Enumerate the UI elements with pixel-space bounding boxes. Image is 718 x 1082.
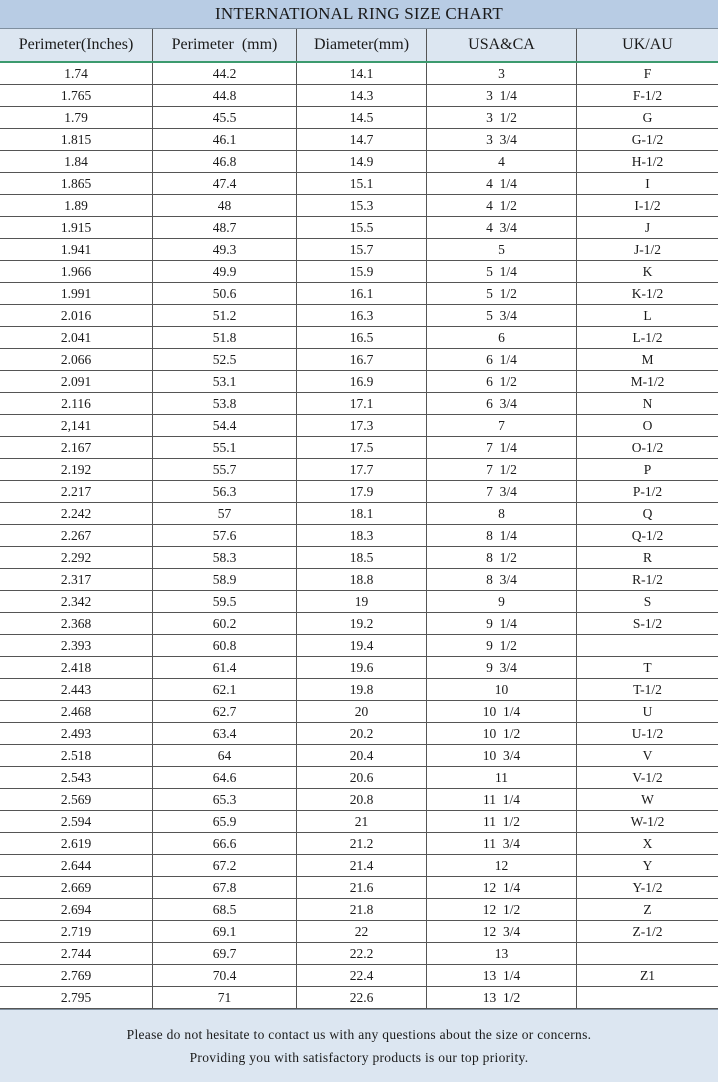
header-diameter-mm: Diameter(mm) [297, 29, 427, 61]
cell-perimeter-inches: 1.84 [0, 151, 153, 172]
cell-diameter-mm: 14.1 [297, 63, 427, 84]
cell-uk-au: Q [642, 506, 653, 521]
cell-diameter-mm: 14.3 [297, 85, 427, 106]
cell-perimeter-inches: 2.267 [0, 525, 153, 546]
cell-perimeter-inches: 1.79 [0, 107, 153, 128]
cell-perimeter-mm: 55.7 [153, 459, 297, 480]
cell-uk-au: L-1/2 [632, 330, 663, 345]
cell-uk-au: N [642, 396, 653, 411]
cell-perimeter-inches: 2.644 [0, 855, 153, 876]
table-row [0, 987, 718, 1009]
cell-perimeter-mm: 61.4 [153, 657, 297, 678]
cell-uk-au: X [642, 836, 653, 851]
cell-perimeter-mm: 57 [153, 503, 297, 524]
cell-usa-ca: 6 [427, 327, 577, 348]
cell-diameter-mm: 16.7 [297, 349, 427, 370]
table-row [0, 723, 718, 745]
cell-diameter-mm: 22 [297, 921, 427, 942]
cell-diameter-mm: 19.2 [297, 613, 427, 634]
cell-perimeter-mm: 56.3 [153, 481, 297, 502]
cell-perimeter-inches: 2.167 [0, 437, 153, 458]
cell-perimeter-inches: 2.543 [0, 767, 153, 788]
cell-usa-ca: 7 1/4 [427, 437, 577, 458]
table-row [0, 745, 718, 767]
cell-perimeter-mm: 45.5 [153, 107, 297, 128]
table-row [0, 547, 718, 569]
cell-diameter-mm: 15.1 [297, 173, 427, 194]
cell-usa-ca: 11 3/4 [427, 833, 577, 854]
cell-diameter-mm: 15.9 [297, 261, 427, 282]
cell-perimeter-mm: 62.1 [153, 679, 297, 700]
table-row [0, 371, 718, 393]
cell-diameter-mm: 20.4 [297, 745, 427, 766]
cell-diameter-mm: 14.5 [297, 107, 427, 128]
cell-usa-ca: 7 1/2 [427, 459, 577, 480]
cell-uk-au: Z1 [640, 968, 655, 983]
cell-perimeter-mm: 44.8 [153, 85, 297, 106]
cell-perimeter-inches: 1.74 [0, 63, 153, 84]
table-row [0, 151, 718, 173]
cell-perimeter-inches: 1.991 [0, 283, 153, 304]
cell-perimeter-inches: 2.468 [0, 701, 153, 722]
cell-uk-au: T [643, 660, 652, 675]
cell-uk-au: U [642, 704, 653, 719]
cell-diameter-mm: 16.3 [297, 305, 427, 326]
cell-uk-au: O [642, 418, 653, 433]
cell-usa-ca: 6 1/4 [427, 349, 577, 370]
cell-usa-ca: 9 [427, 591, 577, 612]
cell-perimeter-mm: 49.9 [153, 261, 297, 282]
table-row [0, 921, 718, 943]
cell-uk-au: O-1/2 [631, 440, 664, 455]
cell-perimeter-inches: 2.317 [0, 569, 153, 590]
cell-perimeter-inches: 1.89 [0, 195, 153, 216]
cell-diameter-mm: 20.6 [297, 767, 427, 788]
cell-usa-ca: 4 1/4 [427, 173, 577, 194]
cell-perimeter-mm: 64.6 [153, 767, 297, 788]
cell-diameter-mm: 18.8 [297, 569, 427, 590]
cell-perimeter-mm: 53.8 [153, 393, 297, 414]
cell-uk-au: U-1/2 [631, 726, 664, 741]
cell-uk-au: M-1/2 [630, 374, 665, 389]
cell-uk-au: G [642, 110, 653, 125]
table-row [0, 283, 718, 305]
cell-uk-au: T-1/2 [633, 682, 662, 697]
cell-perimeter-mm: 51.8 [153, 327, 297, 348]
cell-perimeter-mm: 57.6 [153, 525, 297, 546]
cell-perimeter-inches: 2.769 [0, 965, 153, 986]
cell-diameter-mm: 16.1 [297, 283, 427, 304]
table-row [0, 855, 718, 877]
cell-usa-ca: 8 1/2 [427, 547, 577, 568]
table-row [0, 789, 718, 811]
cell-uk-au: Y [642, 858, 653, 873]
footer-line-1: Please do not hesitate to contact us with any questions about the size or concerns. [126, 1027, 592, 1042]
cell-perimeter-mm: 68.5 [153, 899, 297, 920]
cell-diameter-mm: 17.7 [297, 459, 427, 480]
cell-perimeter-inches: 2.619 [0, 833, 153, 854]
cell-diameter-mm: 17.1 [297, 393, 427, 414]
footer-line-2: Providing you with satisfactory products is our top priority. [189, 1050, 529, 1065]
table-row [0, 239, 718, 261]
cell-diameter-mm: 15.3 [297, 195, 427, 216]
cell-perimeter-inches: 2.066 [0, 349, 153, 370]
cell-perimeter-mm: 67.8 [153, 877, 297, 898]
cell-usa-ca: 12 [427, 855, 577, 876]
cell-usa-ca: 6 3/4 [427, 393, 577, 414]
table-row [0, 437, 718, 459]
cell-usa-ca: 5 1/2 [427, 283, 577, 304]
cell-perimeter-inches: 1.765 [0, 85, 153, 106]
cell-perimeter-inches: 2.016 [0, 305, 153, 326]
cell-perimeter-mm: 55.1 [153, 437, 297, 458]
cell-usa-ca: 12 1/2 [427, 899, 577, 920]
cell-perimeter-inches: 2.091 [0, 371, 153, 392]
cell-diameter-mm: 19.4 [297, 635, 427, 656]
cell-usa-ca: 9 1/4 [427, 613, 577, 634]
cell-usa-ca: 7 3/4 [427, 481, 577, 502]
cell-uk-au: H-1/2 [631, 154, 664, 169]
table-row [0, 657, 718, 679]
cell-diameter-mm: 14.7 [297, 129, 427, 150]
cell-usa-ca: 3 1/4 [427, 85, 577, 106]
cell-uk-au: F [643, 66, 652, 81]
cell-diameter-mm: 20.8 [297, 789, 427, 810]
cell-perimeter-mm: 54.4 [153, 415, 297, 436]
cell-usa-ca: 10 1/4 [427, 701, 577, 722]
table-row [0, 965, 718, 987]
cell-perimeter-mm: 62.7 [153, 701, 297, 722]
cell-perimeter-mm: 65.3 [153, 789, 297, 810]
cell-uk-au: V [642, 748, 653, 763]
table-row [0, 173, 718, 195]
cell-usa-ca: 10 3/4 [427, 745, 577, 766]
cell-perimeter-mm: 69.1 [153, 921, 297, 942]
cell-diameter-mm: 22.2 [297, 943, 427, 964]
cell-usa-ca: 4 3/4 [427, 217, 577, 238]
cell-diameter-mm: 19.6 [297, 657, 427, 678]
cell-uk-au: P-1/2 [632, 484, 663, 499]
cell-uk-au: S-1/2 [632, 616, 663, 631]
cell-uk-au: Z [643, 902, 652, 917]
cell-perimeter-inches: 1.865 [0, 173, 153, 194]
cell-perimeter-inches: 2.116 [0, 393, 153, 414]
table-row [0, 349, 718, 371]
cell-diameter-mm: 20.2 [297, 723, 427, 744]
cell-usa-ca: 4 1/2 [427, 195, 577, 216]
cell-perimeter-mm: 50.6 [153, 283, 297, 304]
cell-perimeter-mm: 59.5 [153, 591, 297, 612]
cell-uk-au: V-1/2 [632, 770, 663, 785]
cell-perimeter-mm: 49.3 [153, 239, 297, 260]
cell-diameter-mm: 15.5 [297, 217, 427, 238]
cell-usa-ca: 9 1/2 [427, 635, 577, 656]
table-row [0, 63, 718, 85]
table-row [0, 503, 718, 525]
cell-uk-au: R-1/2 [632, 572, 663, 587]
cell-diameter-mm: 21.8 [297, 899, 427, 920]
cell-usa-ca: 10 [427, 679, 577, 700]
cell-perimeter-inches: 1.966 [0, 261, 153, 282]
chart-title: INTERNATIONAL RING SIZE CHART [0, 0, 718, 29]
table-row [0, 635, 718, 657]
table-row [0, 833, 718, 855]
cell-usa-ca: 13 1/4 [427, 965, 577, 986]
cell-uk-au: G-1/2 [631, 132, 664, 147]
cell-perimeter-mm: 46.1 [153, 129, 297, 150]
table-body [0, 63, 718, 1009]
cell-perimeter-inches: 2.518 [0, 745, 153, 766]
table-row [0, 415, 718, 437]
table-row [0, 899, 718, 921]
cell-usa-ca: 12 3/4 [427, 921, 577, 942]
cell-perimeter-inches: 2.418 [0, 657, 153, 678]
cell-usa-ca: 6 1/2 [427, 371, 577, 392]
cell-perimeter-inches: 2.368 [0, 613, 153, 634]
header-perimeter-inches: Perimeter(Inches) [0, 29, 153, 61]
cell-perimeter-mm: 66.6 [153, 833, 297, 854]
cell-perimeter-inches: 2.342 [0, 591, 153, 612]
cell-uk-au: W-1/2 [630, 814, 665, 829]
cell-usa-ca: 11 [427, 767, 577, 788]
cell-diameter-mm: 19 [297, 591, 427, 612]
cell-diameter-mm: 15.7 [297, 239, 427, 260]
cell-diameter-mm: 18.1 [297, 503, 427, 524]
cell-usa-ca: 3 1/2 [427, 107, 577, 128]
cell-perimeter-inches: 2.393 [0, 635, 153, 656]
table-row [0, 305, 718, 327]
cell-uk-au: K-1/2 [631, 286, 664, 301]
table-row [0, 569, 718, 591]
cell-diameter-mm: 22.6 [297, 987, 427, 1008]
cell-usa-ca: 4 [427, 151, 577, 172]
cell-diameter-mm: 22.4 [297, 965, 427, 986]
cell-perimeter-inches: 2.669 [0, 877, 153, 898]
cell-perimeter-inches: 2.242 [0, 503, 153, 524]
cell-perimeter-mm: 46.8 [153, 151, 297, 172]
cell-perimeter-mm: 47.4 [153, 173, 297, 194]
table-row [0, 327, 718, 349]
cell-diameter-mm: 17.9 [297, 481, 427, 502]
cell-uk-au: P [643, 462, 652, 477]
table-row [0, 459, 718, 481]
cell-usa-ca: 5 [427, 239, 577, 260]
cell-diameter-mm: 21.4 [297, 855, 427, 876]
cell-diameter-mm: 21.6 [297, 877, 427, 898]
cell-perimeter-inches: 2.719 [0, 921, 153, 942]
cell-diameter-mm: 20 [297, 701, 427, 722]
cell-diameter-mm: 18.5 [297, 547, 427, 568]
table-header [0, 29, 718, 63]
cell-uk-au: Q-1/2 [631, 528, 664, 543]
cell-uk-au: I-1/2 [634, 198, 661, 213]
table-row [0, 943, 718, 965]
cell-uk-au: Z-1/2 [632, 924, 663, 939]
cell-uk-au: I [645, 176, 650, 191]
cell-usa-ca: 5 3/4 [427, 305, 577, 326]
cell-perimeter-inches: 1.815 [0, 129, 153, 150]
cell-uk-au: J-1/2 [634, 242, 661, 257]
cell-perimeter-mm: 48.7 [153, 217, 297, 238]
cell-diameter-mm: 18.3 [297, 525, 427, 546]
table-row [0, 613, 718, 635]
cell-perimeter-inches: 2.292 [0, 547, 153, 568]
cell-uk-au [577, 987, 718, 1008]
cell-usa-ca: 12 1/4 [427, 877, 577, 898]
cell-usa-ca: 8 3/4 [427, 569, 577, 590]
cell-usa-ca: 8 1/4 [427, 525, 577, 546]
cell-usa-ca: 13 [427, 943, 577, 964]
cell-usa-ca: 3 [427, 63, 577, 84]
cell-perimeter-inches: 1.915 [0, 217, 153, 238]
cell-usa-ca: 9 3/4 [427, 657, 577, 678]
cell-uk-au: S [643, 594, 652, 609]
cell-perimeter-mm: 63.4 [153, 723, 297, 744]
cell-usa-ca: 8 [427, 503, 577, 524]
cell-usa-ca: 10 1/2 [427, 723, 577, 744]
cell-perimeter-inches: 2.795 [0, 987, 153, 1008]
cell-perimeter-inches: 1.941 [0, 239, 153, 260]
cell-perimeter-inches: 2.041 [0, 327, 153, 348]
cell-diameter-mm: 17.5 [297, 437, 427, 458]
table-row [0, 129, 718, 151]
cell-diameter-mm: 14.9 [297, 151, 427, 172]
cell-diameter-mm: 19.8 [297, 679, 427, 700]
table-row [0, 393, 718, 415]
table-row [0, 481, 718, 503]
cell-diameter-mm: 21 [297, 811, 427, 832]
footer-note [0, 1009, 718, 1082]
table-row [0, 195, 718, 217]
table-row [0, 261, 718, 283]
table-row [0, 811, 718, 833]
cell-diameter-mm: 16.5 [297, 327, 427, 348]
cell-perimeter-inches: 2,141 [0, 415, 153, 436]
cell-uk-au: W [641, 792, 654, 807]
cell-perimeter-inches: 2.192 [0, 459, 153, 480]
cell-perimeter-mm: 60.8 [153, 635, 297, 656]
cell-perimeter-mm: 64 [153, 745, 297, 766]
header-uk-au: UK/AU [622, 36, 673, 53]
cell-perimeter-mm: 67.2 [153, 855, 297, 876]
table-row [0, 701, 718, 723]
cell-uk-au [577, 635, 718, 656]
cell-perimeter-mm: 48 [153, 195, 297, 216]
cell-usa-ca: 5 1/4 [427, 261, 577, 282]
cell-perimeter-mm: 53.1 [153, 371, 297, 392]
cell-perimeter-mm: 44.2 [153, 63, 297, 84]
cell-perimeter-inches: 2.493 [0, 723, 153, 744]
cell-uk-au: K [642, 264, 653, 279]
table-row [0, 591, 718, 613]
cell-perimeter-mm: 65.9 [153, 811, 297, 832]
cell-perimeter-mm: 60.2 [153, 613, 297, 634]
table-row [0, 679, 718, 701]
cell-perimeter-inches: 2.694 [0, 899, 153, 920]
cell-perimeter-mm: 69.7 [153, 943, 297, 964]
cell-perimeter-mm: 52.5 [153, 349, 297, 370]
cell-usa-ca: 7 [427, 415, 577, 436]
header-usa-ca: USA&CA [427, 29, 577, 61]
cell-perimeter-inches: 2.217 [0, 481, 153, 502]
table-row [0, 767, 718, 789]
cell-diameter-mm: 21.2 [297, 833, 427, 854]
cell-perimeter-inches: 2.594 [0, 811, 153, 832]
cell-perimeter-mm: 51.2 [153, 305, 297, 326]
cell-usa-ca: 11 1/4 [427, 789, 577, 810]
cell-uk-au: Y-1/2 [632, 880, 663, 895]
cell-perimeter-mm: 70.4 [153, 965, 297, 986]
cell-usa-ca: 11 1/2 [427, 811, 577, 832]
header-perimeter-mm: Perimeter (mm) [153, 29, 297, 61]
table-row [0, 217, 718, 239]
cell-uk-au [577, 943, 718, 964]
cell-usa-ca: 13 1/2 [427, 987, 577, 1008]
cell-uk-au: L [643, 308, 652, 323]
cell-uk-au: M [641, 352, 654, 367]
cell-diameter-mm: 16.9 [297, 371, 427, 392]
table-row [0, 877, 718, 899]
cell-perimeter-inches: 2.569 [0, 789, 153, 810]
cell-uk-au: J [644, 220, 651, 235]
cell-perimeter-mm: 71 [153, 987, 297, 1008]
cell-uk-au: F-1/2 [632, 88, 663, 103]
cell-uk-au: R [642, 550, 652, 565]
cell-perimeter-mm: 58.9 [153, 569, 297, 590]
cell-usa-ca: 3 3/4 [427, 129, 577, 150]
table-row [0, 85, 718, 107]
table-row [0, 107, 718, 129]
table-row [0, 525, 718, 547]
cell-perimeter-inches: 2.744 [0, 943, 153, 964]
cell-perimeter-inches: 2.443 [0, 679, 153, 700]
cell-perimeter-mm: 58.3 [153, 547, 297, 568]
cell-diameter-mm: 17.3 [297, 415, 427, 436]
